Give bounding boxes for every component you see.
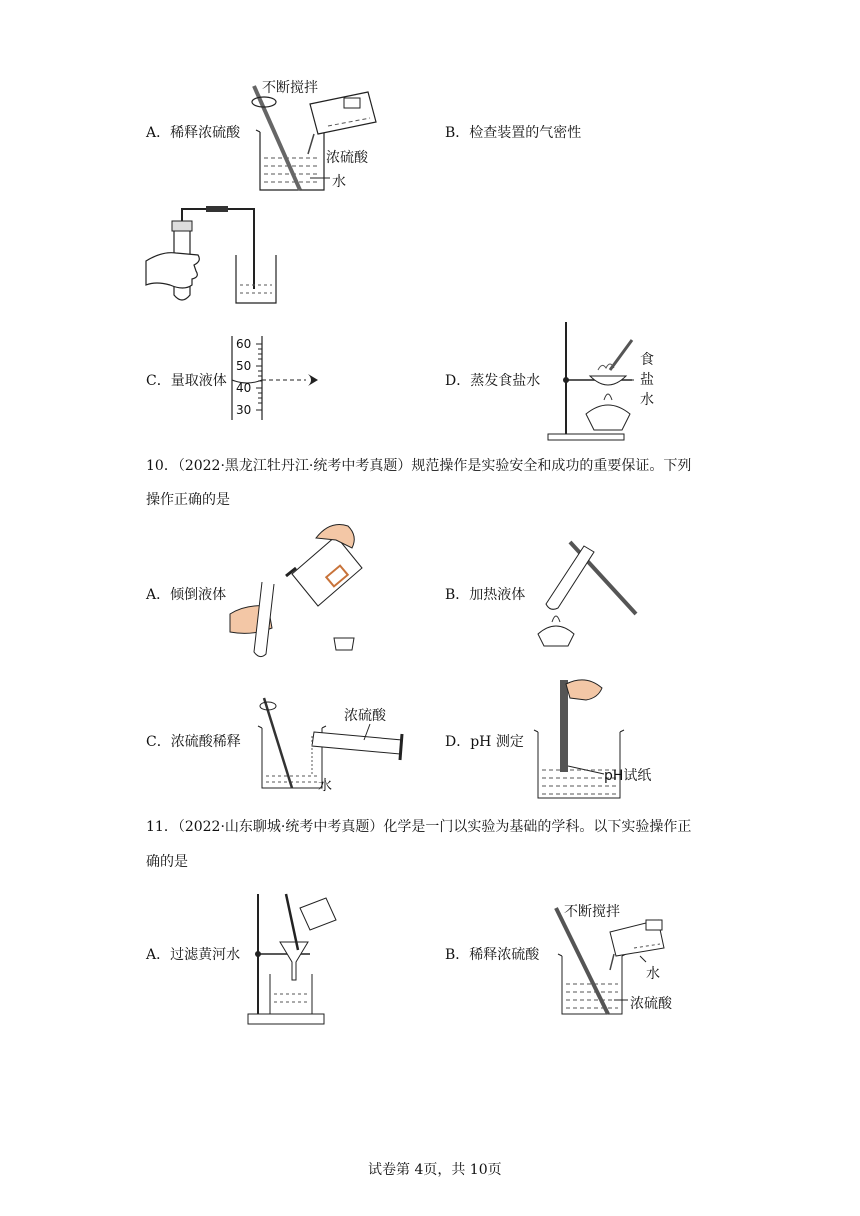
q10-option-c-figure (252, 692, 412, 796)
q9-d-salt-char-3: 水 (640, 392, 654, 408)
q11-stem-line-2: 确的是 (146, 854, 188, 870)
q9-d-salt-char-1: 食 (640, 352, 654, 368)
q11-stem-line-1: 11．（2022·山东聊城·统考中考真题）化学是一门以实验为基础的学科。以下实验操作正 (146, 819, 692, 835)
q11-b-stir-text: 不断搅拌 (564, 904, 620, 920)
q9-a-stir-text: 不断搅拌 (262, 80, 318, 96)
q9-a-acid-text: 浓硫酸 (326, 150, 368, 166)
q9-c-tick-60: 60 (236, 337, 252, 351)
q10-option-b-figure (528, 538, 640, 652)
q9-option-a-label: A．稀释浓硫酸 (146, 125, 241, 141)
q9-option-b-figure (142, 205, 282, 307)
q9-a-water-text: 水 (332, 174, 346, 190)
q9-option-d-figure (546, 318, 666, 442)
q11-option-a-figure (246, 890, 346, 1028)
q10-d-paper-text: pH试纸 (604, 768, 652, 784)
q10-option-a-label: A．倾倒液体 (146, 587, 227, 603)
q10-option-c-label: C．浓硫酸稀释 (146, 734, 241, 750)
q11-option-b-figure (552, 896, 688, 1020)
q10-c-water-text: 水 (318, 778, 332, 794)
q10-option-b-label: B．加热液体 (445, 587, 526, 603)
q9-c-tick-30: 30 (236, 403, 252, 417)
q10-stem-line-2: 操作正确的是 (146, 492, 230, 508)
q9-option-c-label: C．量取液体 (146, 373, 227, 389)
q9-c-tick-50: 50 (236, 359, 252, 373)
q10-c-acid-text: 浓硫酸 (344, 708, 386, 724)
q9-option-a-figure (240, 74, 400, 200)
q9-option-b-label: B．检查装置的气密性 (445, 125, 582, 141)
q9-option-c-figure (222, 332, 332, 424)
q10-option-a-figure (226, 518, 376, 660)
q11-b-acid-text: 浓硫酸 (630, 996, 672, 1012)
page-footer: 试卷第 4页，共 10页 (368, 1162, 502, 1178)
q9-c-tick-40: 40 (236, 381, 252, 395)
q10-stem-line-1: 10．（2022·黑龙江牡丹江·统考中考真题）规范操作是实验安全和成功的重要保证。下列 (146, 458, 692, 474)
q11-b-water-text: 水 (646, 966, 660, 982)
q9-option-d-label: D．蒸发食盐水 (445, 373, 541, 389)
q10-option-d-label: D．pH 测定 (445, 734, 524, 750)
q10-option-d-figure (530, 674, 660, 802)
q11-option-b-label: B．稀释浓硫酸 (445, 947, 540, 963)
q9-d-salt-char-2: 盐 (640, 372, 654, 388)
q11-option-a-label: A．过滤黄河水 (146, 947, 241, 963)
